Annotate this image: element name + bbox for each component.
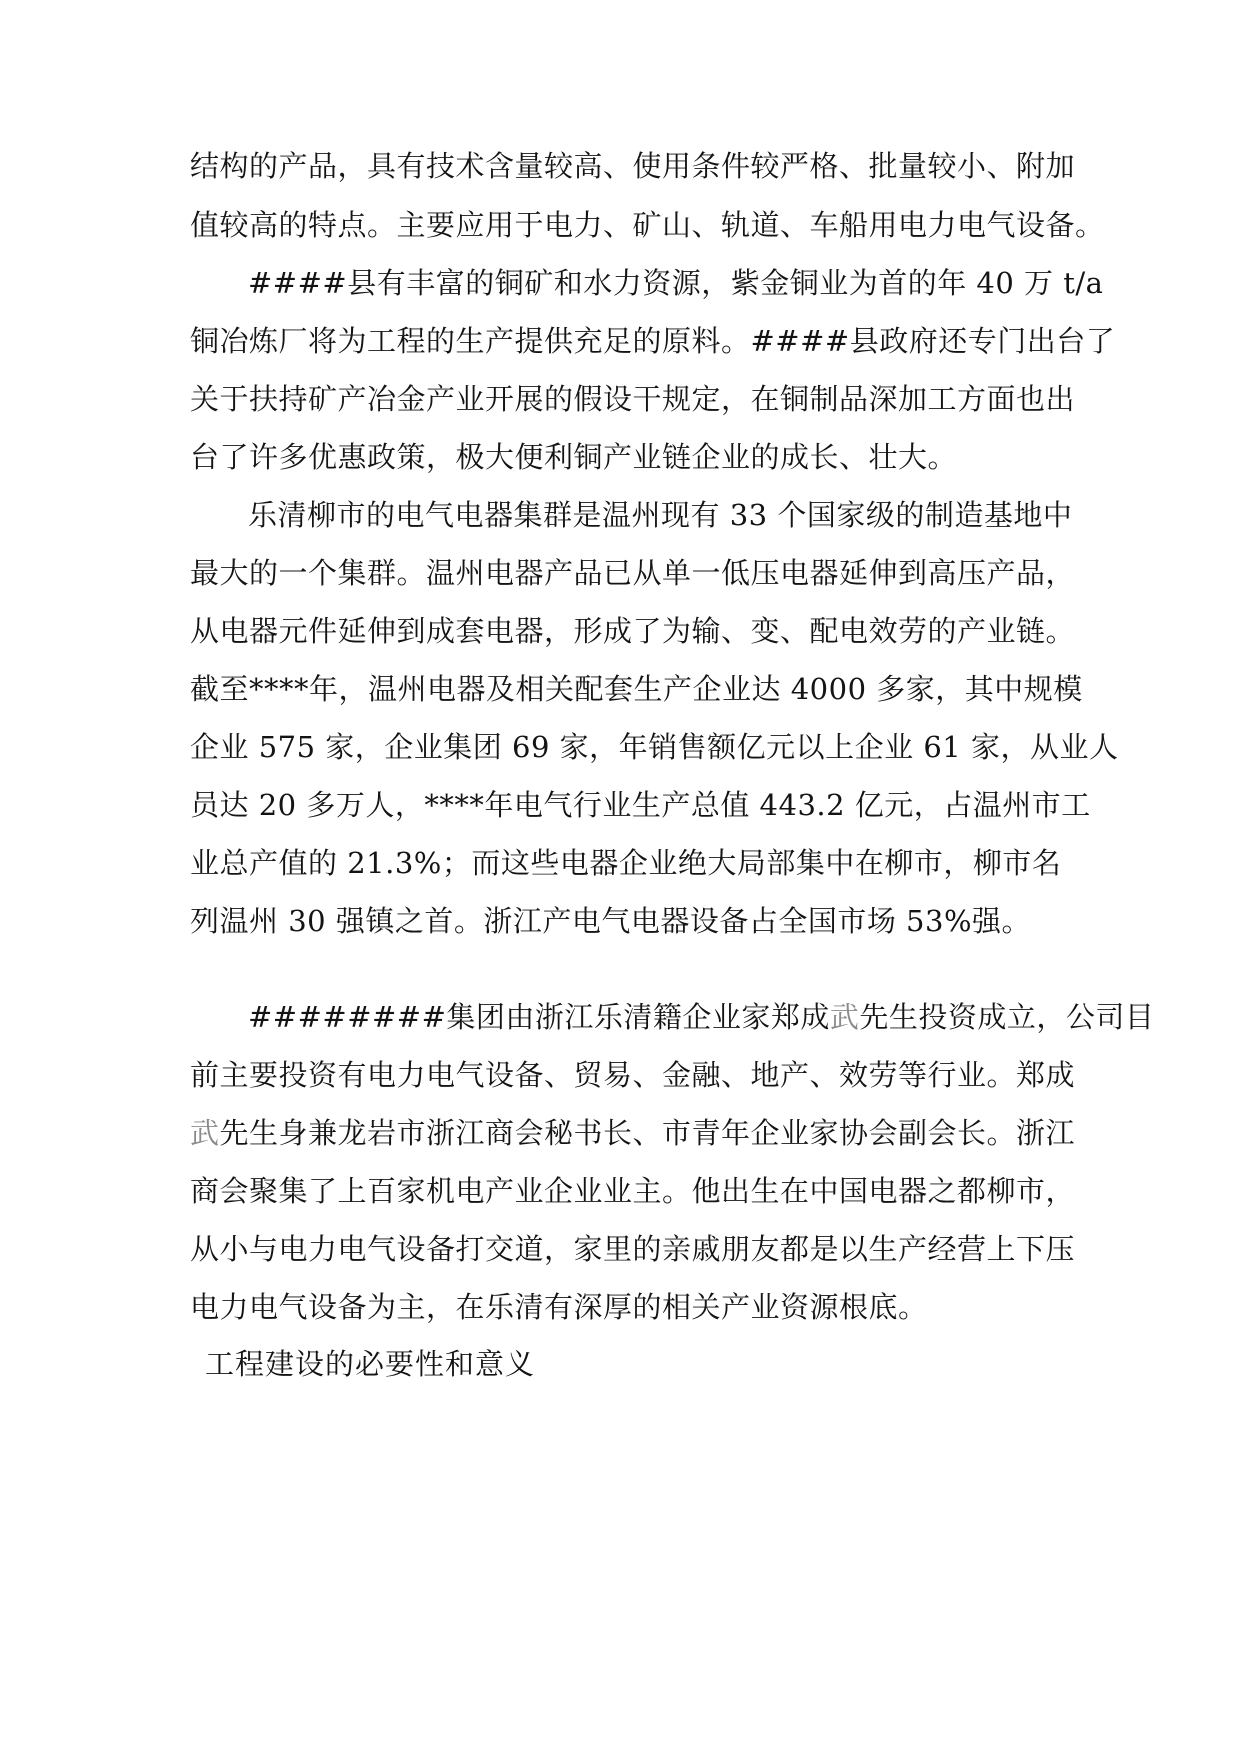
highlighted-character: 武: [829, 1000, 860, 1034]
paragraph-2-line-4: 台了许多优惠政策，极大便利铜产业链企业的成长、壮大。: [190, 440, 958, 474]
paragraph-3-line-5: 企业 575 家，企业集团 69 家，年销售额亿元以上企业 61 家，从业人: [190, 730, 1119, 764]
paragraph-4-line-6: 电力电气设备为主，在乐清有深厚的相关产业资源根底。: [190, 1290, 928, 1324]
paragraph-4-line-3: [190, 1113, 1075, 1153]
paragraph-3-line-4: 截至****年，温州电器及相关配套生产企业达 4000 多家，其中规模: [190, 672, 1083, 706]
paragraph-3-line-1: 乐清柳市的电气电器集群是温州现有 33 个国家级的制造基地中: [248, 498, 1073, 532]
paragraph-2-line-2: 铜冶炼厂将为工程的生产提供充足的原料。####县政府还专门出台了: [190, 324, 1116, 358]
paragraph-4-line-5: 从小与电力电气设备打交道，家里的亲戚朋友都是以生产经营上下压: [190, 1232, 1076, 1266]
section-heading: 工程建设的必要性和意义: [205, 1347, 536, 1381]
paragraph-4-line-1-text-a: ########集团由浙江乐清籍企业家郑成: [248, 1000, 830, 1034]
highlighted-character: 武: [190, 1116, 220, 1150]
paragraph-4-line-1: [248, 997, 1154, 1037]
paragraph-1-line-2: 值较高的特点。主要应用于电力、矿山、轨道、车船用电力电气设备。: [190, 208, 1105, 242]
paragraph-4-line-2: 前主要投资有电力电气设备、贸易、金融、地产、效劳等行业。郑成: [190, 1058, 1076, 1092]
paragraph-2-line-1: ####县有丰富的铜矿和水力资源，紫金铜业为首的年 40 万 t/a: [248, 266, 1104, 300]
paragraph-4-line-3-text: 先生身兼龙岩市浙江商会秘书长、市青年企业家协会副会长。浙江: [219, 1116, 1076, 1150]
paragraph-3-line-7: 业总产值的 21.3%；而这些电器企业绝大局部集中在柳市，柳市名: [190, 846, 1062, 880]
paragraph-3-line-8: 列温州 30 强镇之首。浙江产电气电器设备占全国市场 53%强。: [190, 904, 1032, 938]
paragraph-2-line-3: 关于扶持矿产冶金产业开展的假设干规定，在铜制品深加工方面也出: [190, 382, 1076, 416]
paragraph-4-line-4: 商会聚集了上百家机电产业企业业主。他出生在中国电器之都柳市，: [190, 1174, 1076, 1208]
paragraph-4-line-1-text-b: 先生投资成立，公司目: [859, 1000, 1155, 1034]
paragraph-3-line-6: 员达 20 多万人，****年电气行业生产总值 443.2 亿元，占温州市工: [190, 788, 1091, 822]
paragraph-3-line-3: 从电器元件延伸到成套电器，形成了为输、变、配电效劳的产业链。: [190, 614, 1076, 648]
paragraph-1-line-1: 结构的产品，具有技术含量较高、使用条件较严格、批量较小、附加: [190, 149, 1076, 183]
paragraph-3-line-2: 最大的一个集群。温州电器产品已从单一低压电器延伸到高压产品，: [190, 556, 1076, 590]
